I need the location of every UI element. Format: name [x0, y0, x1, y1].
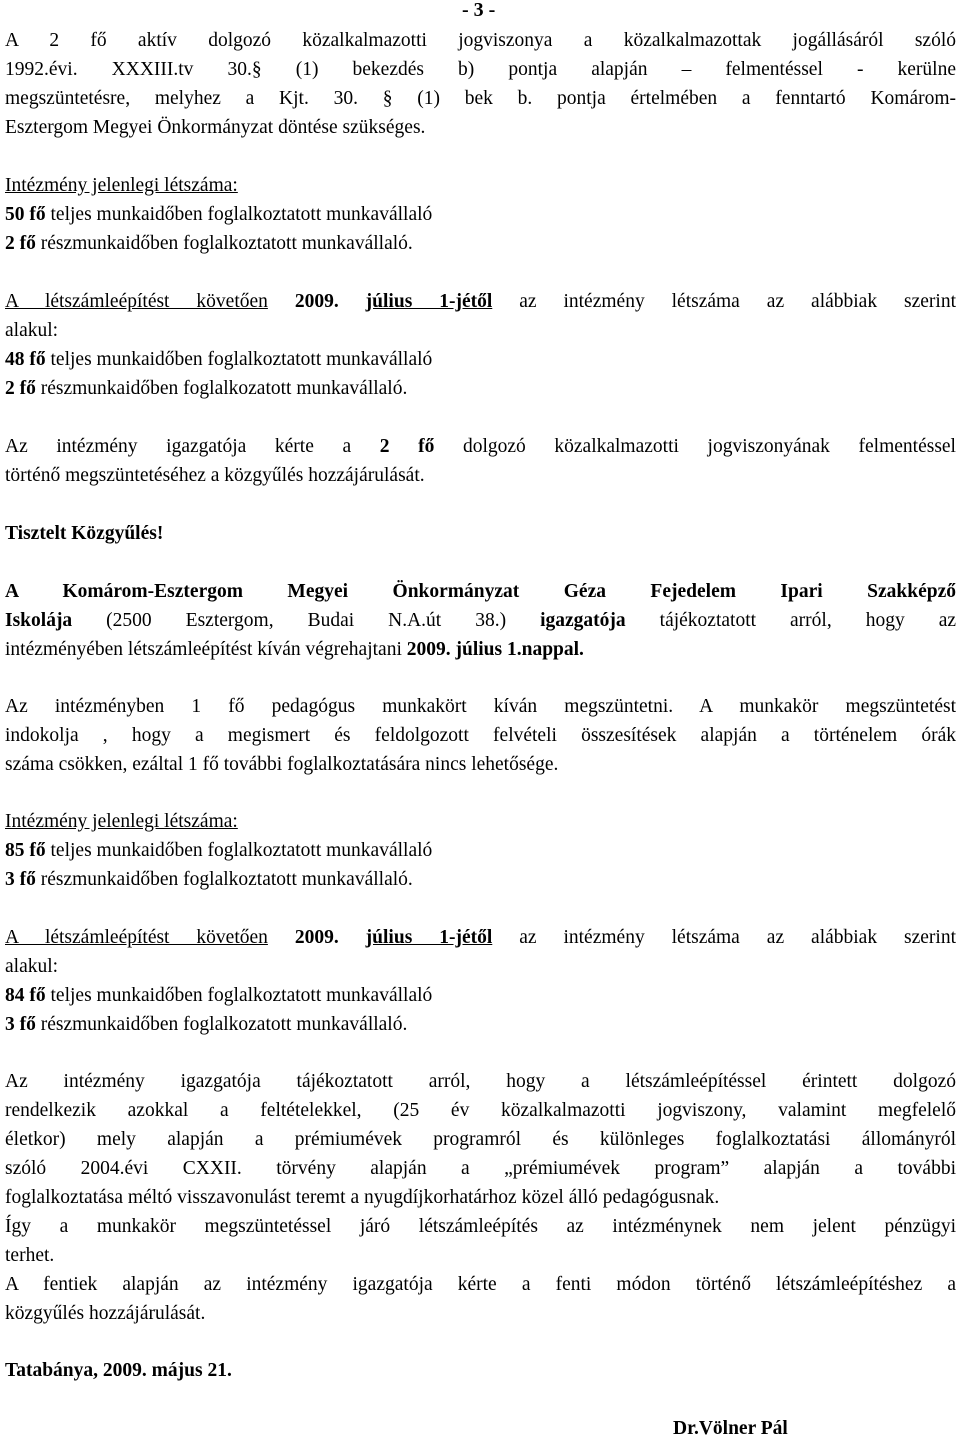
after-reduction-line: A létszámleépítést követően 2009. július 1-jétől az intézmény létszáma az alábbiak szerint: [5, 927, 957, 948]
text-line: Az intézmény igazgatója kérte a 2 fő dolgozó közalkalmazotti jogviszonyának felmentéssel: [5, 436, 956, 457]
staff-row: 2 fő részmunkaidőben foglalkozatott munkavállaló.: [5, 378, 408, 399]
document-page: [5, 0, 956, 1440]
section-heading: Intézmény jelenlegi létszáma:: [5, 811, 238, 832]
text-line: 1992.évi. XXXIII.tv 30.§ (1) bekezdés b) pontja alapján – felmentéssel - kerülne: [5, 59, 956, 80]
text-line: A fentiek alapján az intézmény igazgatója kérte a fenti módon történő létszámleépítéshez a: [5, 1274, 956, 1295]
signature-name: Dr.Völner Pál: [673, 1418, 788, 1439]
staff-row: 2 fő részmunkaidőben foglalkoztatott munkavállaló.: [5, 233, 413, 254]
text-line: Az intézményben 1 fő pedagógus munkakört kíván megszüntetni. A munkakör megszüntetést: [5, 696, 956, 717]
text-line: Iskolája (2500 Esztergom, Budai N.A.út 38.) igazgatója tájékoztatott arról, hogy az: [5, 610, 957, 631]
text-line: Az intézmény igazgatója tájékoztatott arról, hogy a létszámleépítéssel érintett dolgozó: [5, 1071, 956, 1092]
text-line: szóló 2004.évi CXXII. törvény alapján a „prémiumévek program” alapján a további: [5, 1158, 956, 1179]
text-line: életkor) mely alapján a prémiumévek programról és különleges foglalkoztatási állományról: [5, 1129, 956, 1150]
text-line: alakul:: [5, 956, 59, 977]
staff-row: 50 fő teljes munkaidőben foglalkoztatott munkavállaló: [5, 204, 433, 225]
text-line: A Komárom-Esztergom Megyei Önkormányzat Géza Fejedelem Ipari Szakképző: [5, 581, 956, 602]
staff-row: 3 fő részmunkaidőben foglalkozatott munkavállaló.: [5, 1014, 408, 1035]
staff-row: 84 fő teljes munkaidőben foglalkoztatott munkavállaló: [5, 985, 433, 1006]
text-line: foglalkoztatása méltó visszavonulást teremt a nyugdíjkorhatárhoz közel álló pedagógusnak.: [5, 1187, 720, 1208]
salutation: Tisztelt Közgyűlés!: [5, 523, 164, 544]
text-line: történő megszüntetéséhez a közgyűlés hozzájárulását.: [5, 465, 425, 486]
text-line: rendelkezik azokkal a feltételekkel, (25 év közalkalmazotti jogviszony, valamint megfelelő: [5, 1100, 956, 1121]
text-line: terhet.: [5, 1245, 55, 1266]
text-line: alakul:: [5, 320, 59, 341]
section-heading: Intézmény jelenlegi létszáma:: [5, 175, 238, 196]
staff-row: 48 fő teljes munkaidőben foglalkoztatott munkavállaló: [5, 349, 433, 370]
text-line: Esztergom Megyei Önkormányzat döntése szükséges.: [5, 117, 426, 138]
text-line: közgyűlés hozzájárulását.: [5, 1303, 206, 1324]
text-line: intézményében létszámleépítést kíván végrehajtani 2009. július 1.nappal.: [5, 639, 584, 660]
text-line: megszüntetésre, melyhez a Kjt. 30. § (1) bek b. pontja értelmében a fenntartó Komárom-: [5, 88, 956, 109]
text-line: A 2 fő aktív dolgozó közalkalmazotti jogviszonya a közalkalmazottak jogállásáról szóló: [5, 30, 956, 51]
staff-row: 3 fő részmunkaidőben foglalkoztatott munkavállaló.: [5, 869, 413, 890]
after-reduction-line: A létszámleépítést követően 2009. július 1-jétől az intézmény létszáma az alábbiak szerint: [5, 291, 957, 312]
text-line: száma csökken, ezáltal 1 fő további foglalkoztatására nincs lehetősége.: [5, 754, 559, 775]
place-and-date: Tatabánya, 2009. május 21.: [5, 1360, 232, 1381]
text-line: indokolja , hogy a megismert és feldolgozott felvételi összesítések alapján a történelem órák: [5, 725, 956, 746]
text-line: Így a munkakör megszüntetéssel járó létszámleépítés az intézménynek nem jelent pénzügyi: [5, 1216, 956, 1237]
staff-row: 85 fő teljes munkaidőben foglalkoztatott munkavállaló: [5, 840, 433, 861]
page-number: - 3 -: [462, 0, 496, 21]
